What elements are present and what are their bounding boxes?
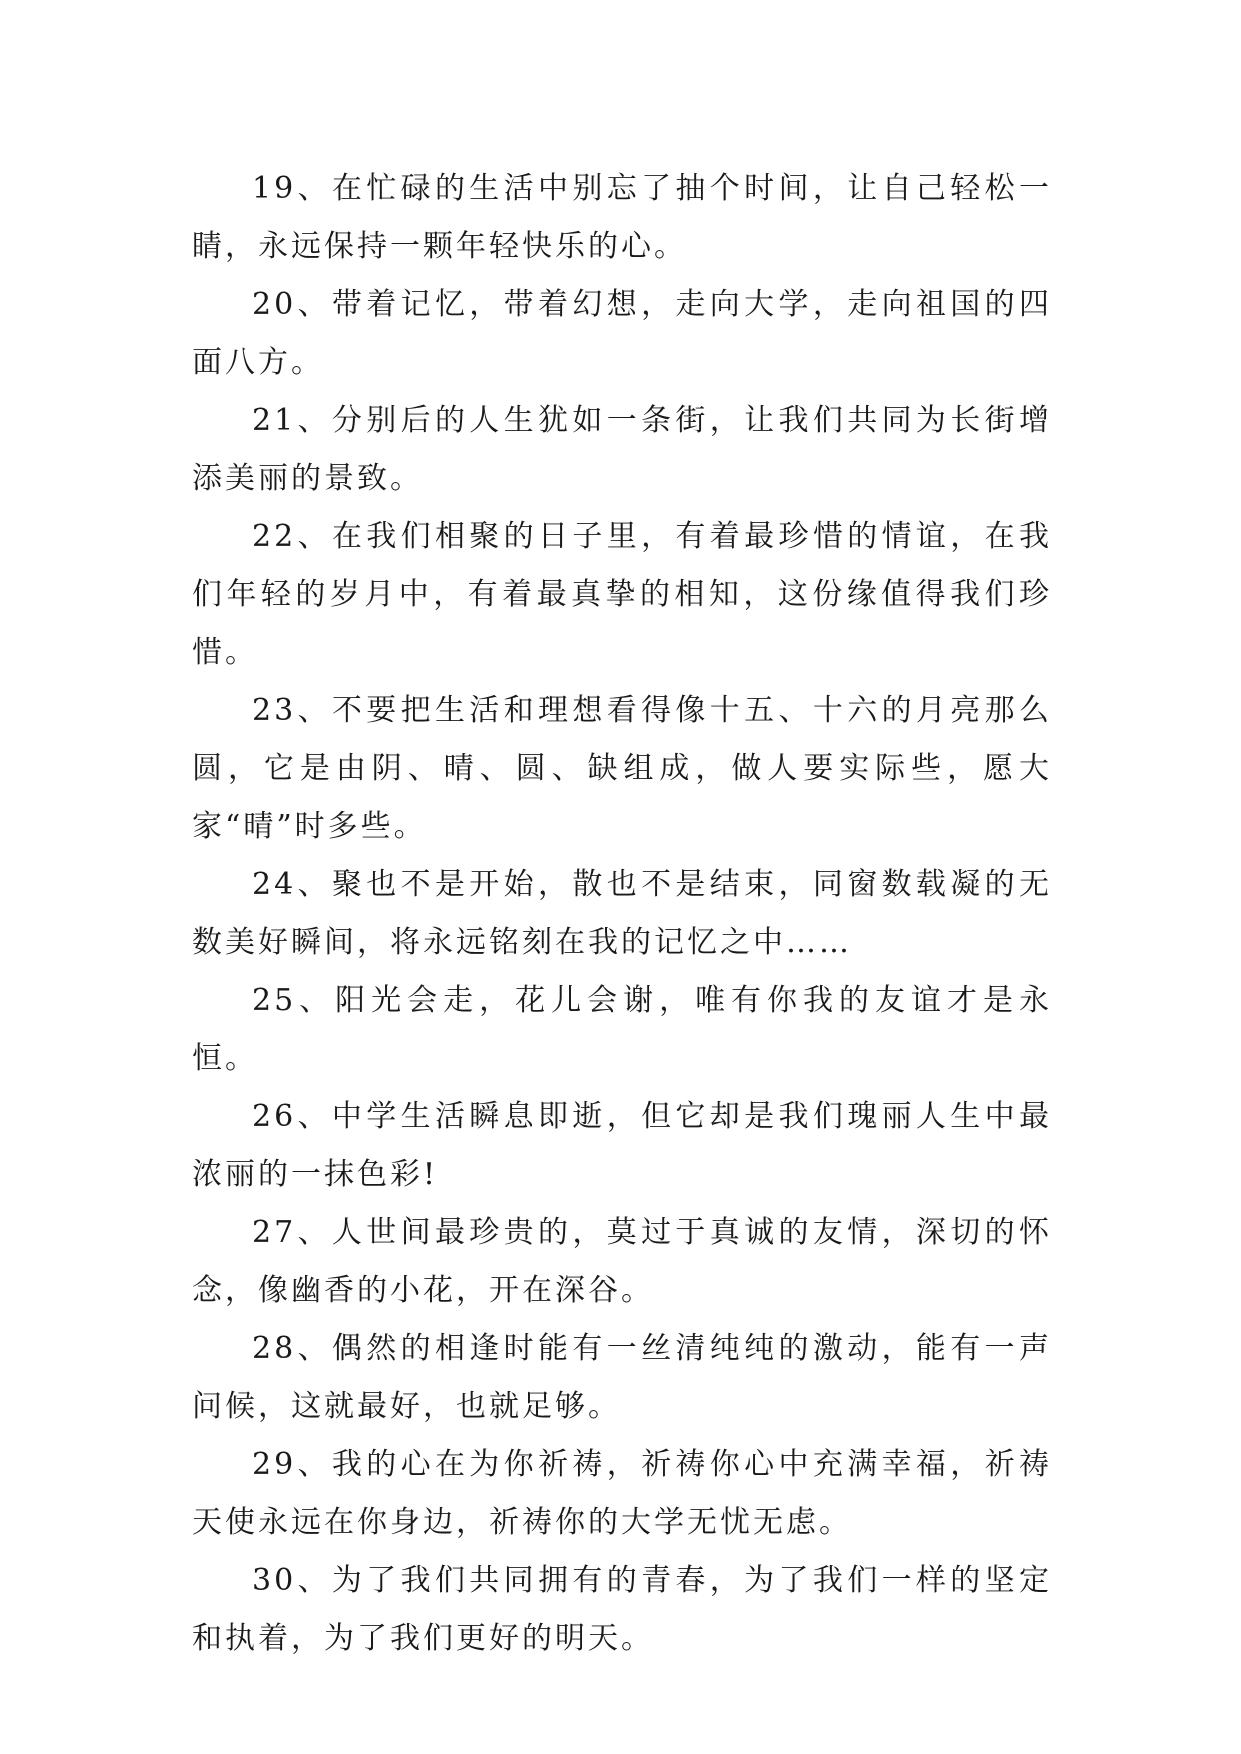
paragraph-21: 21、分别后的人生犹如一条街，让我们共同为长街增添美丽的景致。: [192, 403, 1052, 496]
paragraph-19: 19、在忙碌的生活中别忘了抽个时间，让自己轻松一睛，永远保持一颗年轻快乐的心。: [192, 171, 1052, 264]
paragraph-27: 27、人世间最珍贵的，莫过于真诚的友情，深切的怀念，像幽香的小花，开在深谷。: [192, 1215, 1052, 1308]
paragraph-25: 25、阳光会走，花儿会谢，唯有你我的友谊才是永恒。: [192, 983, 1052, 1076]
paragraph-28: 28、偶然的相逢时能有一丝清纯纯的激动，能有一声问候，这就最好，也就足够。: [192, 1331, 1052, 1424]
paragraph-23: 23、不要把生活和理想看得像十五、十六的月亮那么圆，它是由阴、晴、圆、缺组成，做人要实际些，愿大家“晴”时多些。: [192, 693, 1052, 844]
document-body: [192, 160, 1052, 1668]
paragraph-29: 29、我的心在为你祈祷，祈祷你心中充满幸福，祈祷天使永远在你身边，祈祷你的大学无忧无虑。: [192, 1447, 1052, 1540]
paragraph-22: 22、在我们相聚的日子里，有着最珍惜的情谊，在我们年轻的岁月中，有着最真挚的相知，这份缘值得我们珍惜。: [192, 519, 1052, 670]
paragraph-20: 20、带着记忆，带着幻想，走向大学，走向祖国的四面八方。: [192, 287, 1052, 380]
paragraph-26: 26、中学生活瞬息即逝，但它却是我们瑰丽人生中最浓丽的一抹色彩!: [192, 1099, 1052, 1192]
paragraph-24: 24、聚也不是开始，散也不是结束，同窗数载凝的无数美好瞬间，将永远铭刻在我的记忆之中……: [192, 867, 1052, 960]
paragraph-30: 30、为了我们共同拥有的青春，为了我们一样的坚定和执着，为了我们更好的明天。: [192, 1563, 1052, 1656]
